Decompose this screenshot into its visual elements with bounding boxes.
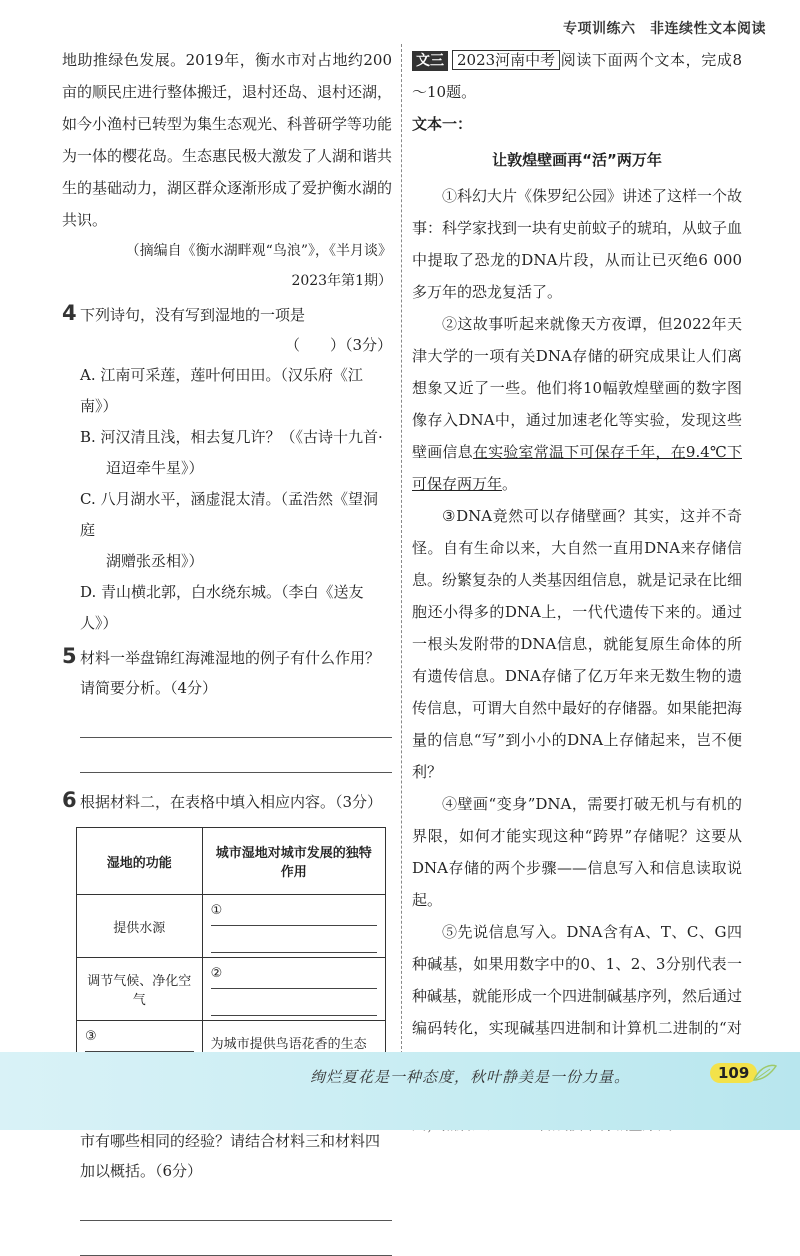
section-tag: 文三 <box>412 51 448 71</box>
paragraph-3: ③DNA竟然可以存储壁画？其实，这并不奇怪。自有生命以来，大自然一直用DNA来存储信息。纷繁复杂的人类基因组信息，就是记录在比细胞还小得多的DNA上，一代代遗传下来的。通过一根头发附带的DNA信息，就能复原生命体的所有遗传信息。DNA存储了亿万年来无数生物的遗传信息，可谓大自然中最好的存储器。如果能把海量的信息“写”到小小的DNA上存储起来，岂不便利？ <box>412 507 743 781</box>
answer-line[interactable] <box>80 703 392 738</box>
option-text: B. 河汉清且浅，相去复几许？（《古诗十九首· <box>80 428 383 446</box>
option-a[interactable] <box>62 360 392 422</box>
blank-marker: ② <box>210 966 223 981</box>
q4-options <box>62 360 392 639</box>
paragraph-1: ①科幻大片《侏罗纪公园》讲述了这样一个故事：科学家找到一块有史前蚊子的琥珀，从蚊子血中提取了恐龙的DNA片段，从而让已灭绝6 000多万年的恐龙复活了。 <box>412 187 743 301</box>
right-column <box>412 44 742 1140</box>
option-d[interactable] <box>62 577 392 639</box>
underlined-text: 在实验室常温下可保存千年，在9.4℃下可保存两万年 <box>412 443 742 493</box>
table-row <box>77 958 386 1021</box>
article-title: 让敦煌壁画再“活”两万年 <box>492 151 662 169</box>
option-text: D. 青山横北郭，白水绕东城。（李白《送友人》） <box>80 583 364 632</box>
table-cell <box>202 958 385 1021</box>
question-number: 4 <box>62 301 77 325</box>
blank-marker: ① <box>210 903 223 918</box>
option-b[interactable] <box>62 422 392 484</box>
answer-line[interactable] <box>80 1186 392 1221</box>
source-citation-line1: （摘编自《衡水湖畔观“鸟浪”》，《半月谈》 <box>125 243 392 259</box>
footer-motto: 绚烂夏花是一种态度，秋叶静美是一份力量。 <box>310 1068 631 1086</box>
table-cell <box>202 895 385 958</box>
question-5 <box>62 643 392 703</box>
reading-intro <box>412 44 742 108</box>
option-text-cont: 迢迢牵牛星》） <box>106 459 204 477</box>
exam-source-label: 2023河南中考 <box>452 50 560 70</box>
question-number: 6 <box>62 788 77 812</box>
text-label: 文本一： <box>412 115 473 133</box>
leaf-icon <box>752 1062 778 1084</box>
option-text: A. 江南可采莲，莲叶何田田。（汉乐府《江南》） <box>80 366 363 415</box>
answer-line[interactable] <box>80 738 392 773</box>
footer-band <box>0 1052 800 1130</box>
fill-blank[interactable] <box>211 903 377 926</box>
option-text: C. 八月湖水平，涵虚混太清。（孟浩然《望洞庭 <box>80 490 378 539</box>
question-stem: 根据材料二，在表格中填入相应内容。（3分） <box>80 793 383 811</box>
option-text-cont: 湖赠张丞相》） <box>106 552 204 570</box>
material-continuation: 地助推绿色发展。2019年，衡水市对占地约200亩的顺民庄进行整体搬迁，退村还岛、退村还湖，如今小渔村已转型为集生态观光、科普研学等功能为一体的樱花岛。生态惠民极大激发了人湖和谐共生的基础动力，湖区群众逐渐形成了爱护衡水湖的共识。 <box>62 51 393 229</box>
table-row <box>77 895 386 958</box>
fill-blank[interactable] <box>211 966 377 989</box>
fill-in-table <box>76 827 386 1084</box>
question-6 <box>62 787 392 817</box>
paragraph-text: 。 <box>502 475 518 493</box>
fill-blank[interactable] <box>85 1029 194 1052</box>
question-stem: 材料一举盘锦红海滩湿地的例子有什么作用？请简要分析。（4分） <box>80 649 381 697</box>
paragraph-4: ④壁画“变身”DNA，需要打破无机与有机的界限，如何才能实现这种“跨界”存储呢？这要从DNA存储的两个步骤——信息写入和信息读取说起。 <box>412 795 742 909</box>
option-c[interactable] <box>62 484 392 577</box>
question-4 <box>62 300 392 360</box>
table-cell: 提供水源 <box>77 895 203 958</box>
paragraph-2 <box>412 308 742 500</box>
question-stem: 下列诗句，没有写到湿地的一项是 <box>80 306 306 324</box>
paragraph-5: ⑤先说信息写入。DNA含有A、T、C、G四种碱基，如果用数字中的0、1、2、3分别代表一种碱基，就能形成一个四进制碱基序列，然后通过编码转化，实现碱基四进制和计算机二进制的“对 <box>412 923 743 1037</box>
fill-blank[interactable] <box>211 993 377 1016</box>
table-header: 城市湿地对城市发展的独特作用 <box>202 828 385 895</box>
paragraph-text: ②这故事听起来就像天方夜谭，但2022年天津大学的一项有关DNA存储的研究成果让人们离想象又近了一些。他们将10幅敦煌壁画的数字图像存入DNA中，通过加速老化等实验，发现这些壁画信息 <box>412 315 742 461</box>
section-header: 专项训练六 非连续性文本阅读 <box>563 21 766 37</box>
table-cell: 为城市提供鸟语花香的生态 <box>202 1021 385 1084</box>
source-citation-line2: 2023年第1期） <box>291 273 392 289</box>
blank-marker: ③ <box>85 1029 97 1044</box>
intro-text: 阅读下面两个文本，完成8～10题。 <box>412 51 742 101</box>
answer-blank-score[interactable]: （ ）（3分） <box>284 336 392 354</box>
question-number: 5 <box>62 644 77 668</box>
table-header: 湿地的功能 <box>77 828 203 895</box>
page-number: 109 <box>710 1063 757 1083</box>
table-cell: 调节气候、净化空气 <box>77 958 203 1021</box>
column-divider <box>401 44 402 1054</box>
question-stem: 市有哪些相同的经验？请结合材料三和材料四加以概括。（6分） <box>80 1132 381 1180</box>
fill-blank[interactable] <box>211 930 377 953</box>
answer-line[interactable] <box>80 1221 392 1256</box>
